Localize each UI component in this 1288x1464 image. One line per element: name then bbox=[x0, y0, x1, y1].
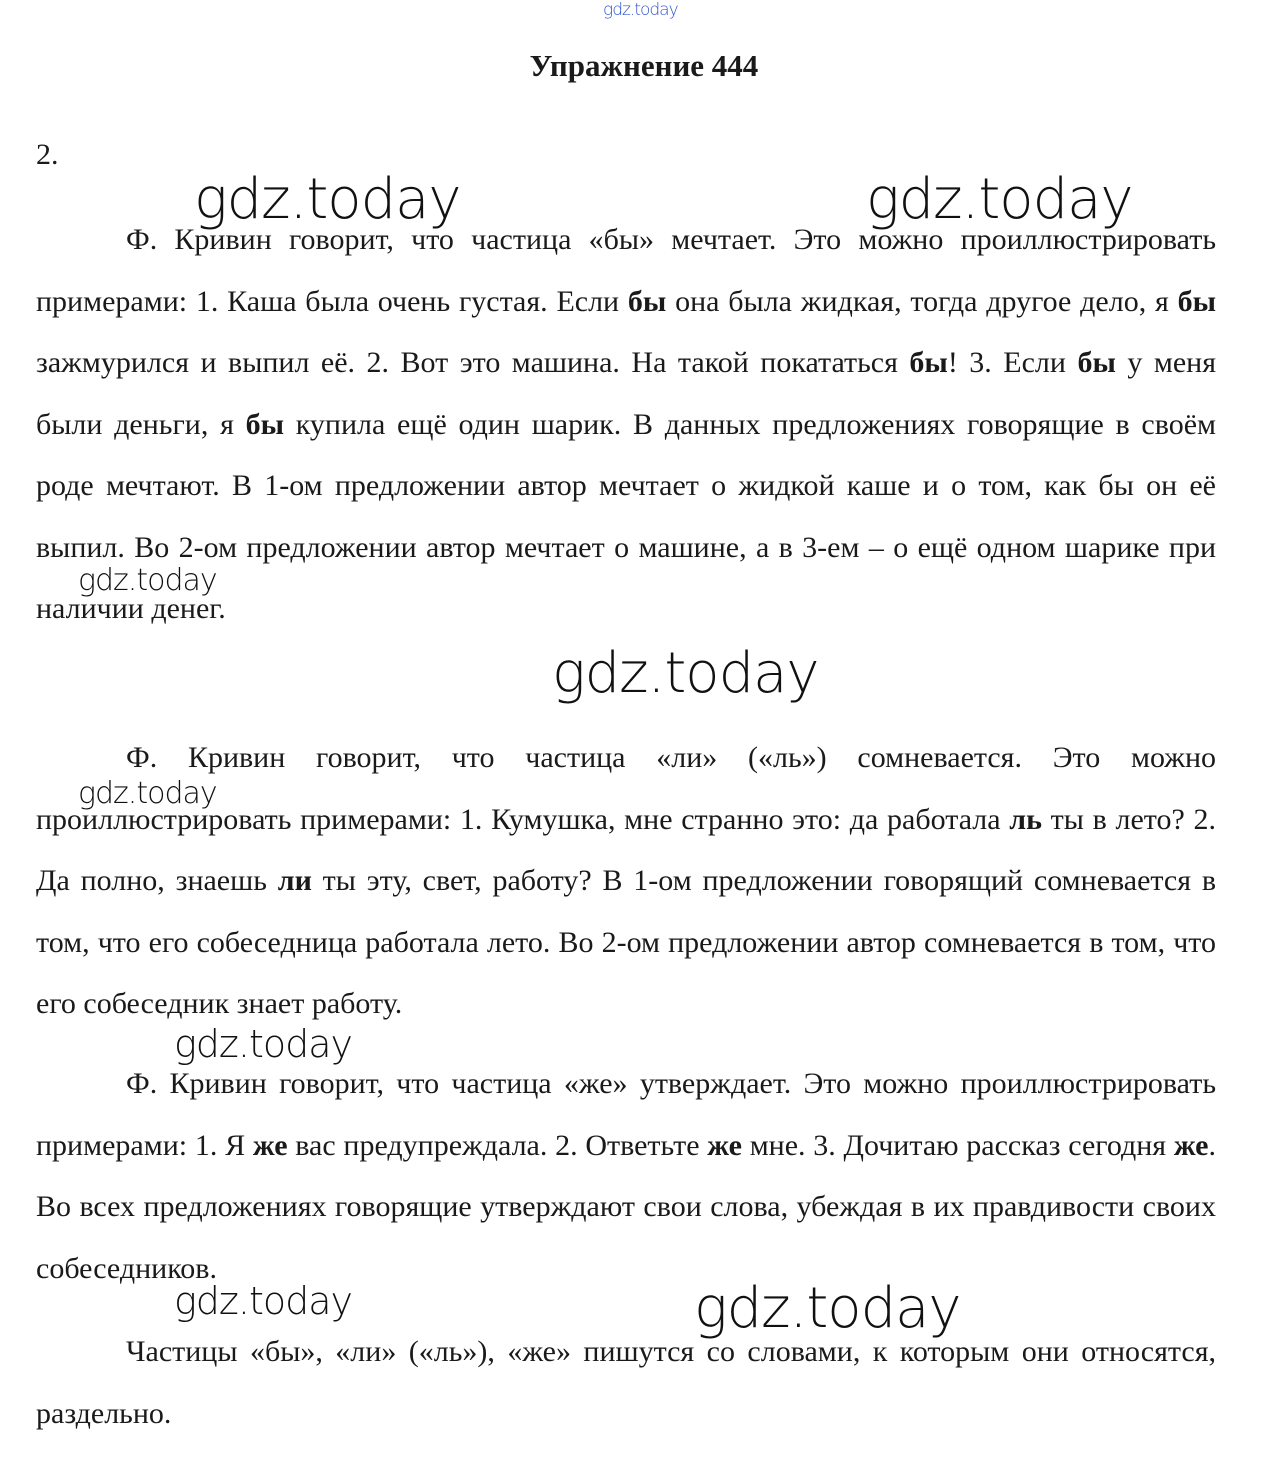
exercise-title: Упражнение 444 bbox=[529, 48, 759, 83]
text-run: ты в лето? 2. Да полно, знаешь bbox=[36, 802, 1217, 897]
text-run: Ф. Кривин говорит, что частица «же» утверждает. Это можно проиллюстрировать примерами: 1. Я bbox=[36, 1067, 1216, 1162]
particle-highlight: бы bbox=[627, 284, 667, 318]
text-run: вас предупреждала. 2. Ответьте bbox=[287, 1128, 708, 1162]
particle-highlight: же bbox=[707, 1128, 742, 1162]
paragraph-li bbox=[36, 727, 1216, 1035]
watermark: gdz.today bbox=[552, 641, 819, 706]
text-run: зажмурился и выпил её. 2. Вот это машина. На такой покататься bbox=[36, 346, 910, 379]
text-run: купила ещё один шарик. В данных предложениях говорящие в своём роде мечтают. В 1-ом предложении автор мечтает о жидкой каше и о том, как бы он её выпил. Во 2-ом предложении автор мечтает о машине, а в 3-ем – о ещё одном шарике при наличии денег. bbox=[36, 407, 1216, 625]
text-run: она была жидкая, тогда другое дело, я bbox=[666, 284, 1178, 318]
text-run: ты эту, свет, работу? В 1-ом предложении говорящий сомневается в том, что его собеседница работала лето. Во 2-ом предложении автор сомневается в том, что его собеседник знает работу. bbox=[36, 864, 1216, 1020]
text-run: Ф. Кривин говорит, что частица «ли» («ль») сомневается. Это можно проиллюстрировать примерами: 1. Кумушка, мне странно это: да работала bbox=[36, 741, 1216, 836]
text-run: у меня были деньги, я bbox=[36, 346, 1216, 441]
watermark: gdz.today bbox=[194, 167, 461, 232]
particle-highlight: ли bbox=[277, 864, 312, 897]
particle-highlight: бы bbox=[1177, 284, 1216, 318]
particle-highlight: ль bbox=[1009, 802, 1042, 836]
task-number: 2. bbox=[36, 138, 59, 171]
watermark: gdz.today bbox=[866, 167, 1133, 232]
watermark: gdz.today bbox=[78, 563, 217, 598]
particle-highlight: же bbox=[252, 1128, 288, 1162]
watermark: gdz.today bbox=[174, 1279, 352, 1323]
watermark: gdz.today bbox=[694, 1276, 961, 1341]
text-run: Частицы «бы», «ли» («ль»), «же» пишутся со словами, к которым они относятся, раздельно. bbox=[36, 1335, 1216, 1430]
text-run: мне. 3. Дочитаю рассказ сегодня bbox=[741, 1128, 1174, 1162]
paragraph-zhe bbox=[36, 1053, 1216, 1299]
particle-highlight: бы bbox=[909, 346, 948, 379]
watermark-top: gdz.today bbox=[603, 0, 678, 20]
particle-highlight: же bbox=[1173, 1128, 1209, 1162]
text-run: Ф. Кривин говорит, что частица «бы» мечтает. Это можно проиллюстрировать примерами: 1. Каша была очень густая. Если bbox=[36, 223, 1216, 318]
particle-highlight: бы bbox=[1077, 346, 1116, 379]
watermark: gdz.today bbox=[174, 1022, 352, 1066]
text-run: ! 3. Если bbox=[947, 346, 1078, 379]
paragraph-conclusion bbox=[36, 1321, 1216, 1444]
text-run: . Во всех предложениях говорящие утверждают свои слова, убеждая в их правдивости своих собеседников. bbox=[36, 1128, 1217, 1285]
particle-highlight: бы bbox=[245, 407, 285, 441]
watermark: gdz.today bbox=[78, 776, 217, 811]
